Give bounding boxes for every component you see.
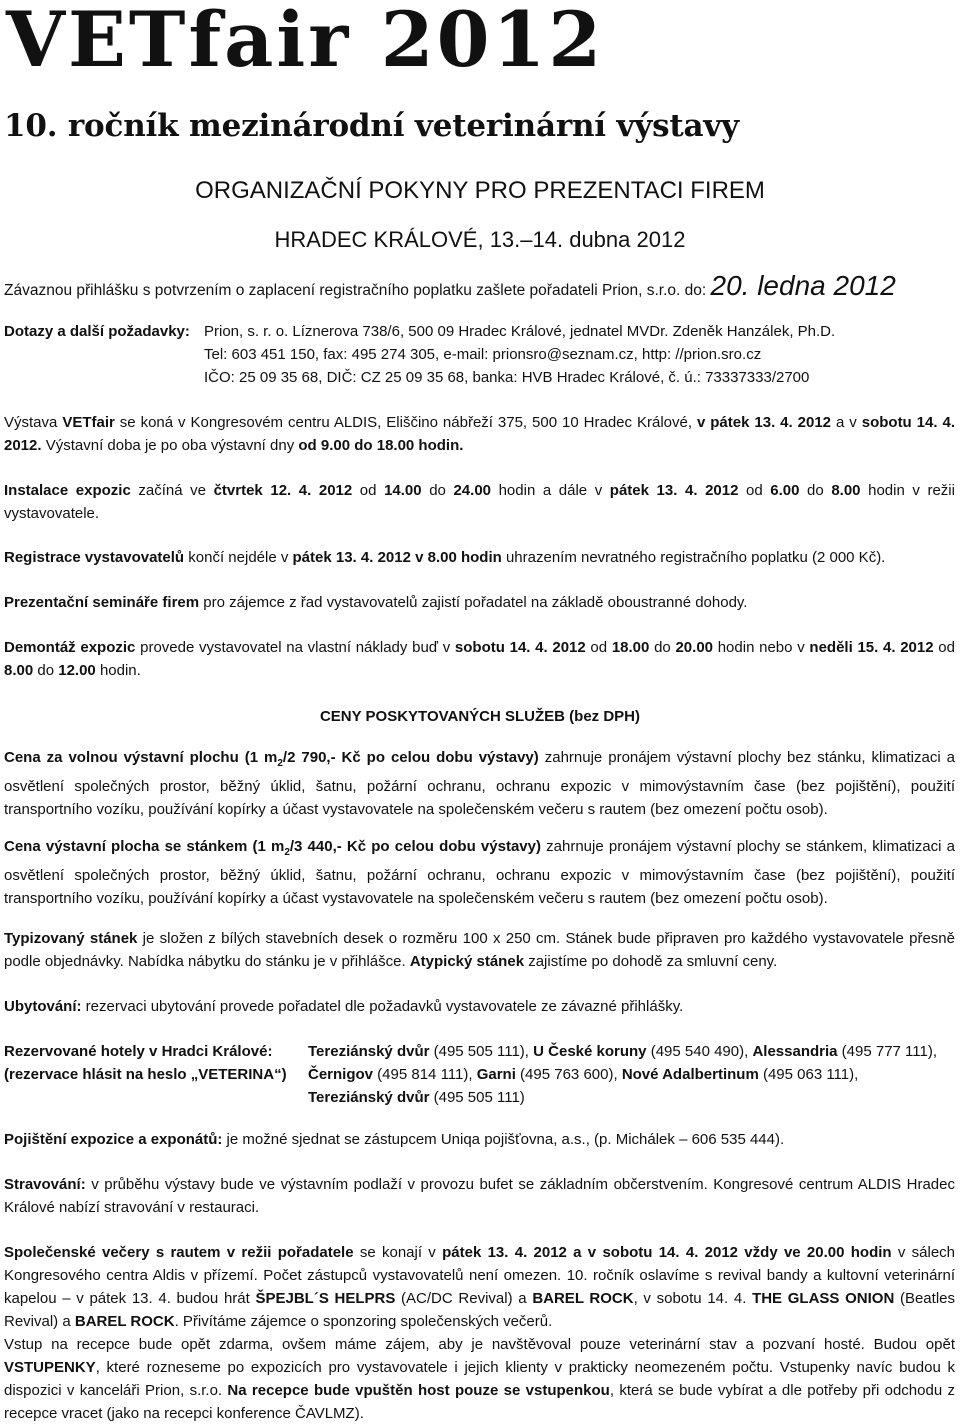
text: v sálech Kongresového centra Aldis v přízemí. Počet zástupců vystavovatelů není omezen. 10. ročník oslavíme s revival bandy a kultovní veterinární kapelou – v pátek 13. 4. budou hrát xyxy=(4,1244,955,1307)
installation-paragraph xyxy=(4,479,955,525)
bold-text: 20.00 xyxy=(675,639,714,656)
place-date-text: HRADEC KRÁLOVÉ, 13.–14. dubna 2012 xyxy=(274,227,686,252)
bold-text: Cena výstavní plocha se stánkem (1 m xyxy=(4,838,285,855)
text: zahrnuje pronájem výstavní plochy se stánkem, klimatizaci a osvětlení společných prostor, běžný úklid, šatnu, požární ochranu, ochranu expozic v mimovýstavním čase (bez pojištění), použití transportního vozíku, používání kopírky a účast vystavovatele na společenském večeru s rautem (bez omezení počtu osob). xyxy=(4,838,955,907)
hotel-name: Tereziánský dvůr xyxy=(308,1043,430,1060)
price-free-paragraph xyxy=(4,746,955,821)
registration-paragraph xyxy=(4,546,955,569)
text: od xyxy=(585,639,612,656)
text: , která se bude vybírat a dle potřeby při odchodu z recepce vracet (jako na recepci konference ČAVLMZ). xyxy=(4,1382,955,1422)
hotel-phone: (495 763 600), xyxy=(515,1066,622,1083)
hotel-name: Garni xyxy=(476,1066,516,1083)
bold-text: Prezentační semináře firem xyxy=(4,594,200,611)
hotel-phone: (495 505 111), xyxy=(429,1043,534,1060)
hotel-name: U České koruny xyxy=(533,1043,647,1060)
hotel-phone: (495 777 111), xyxy=(837,1043,938,1060)
bold-text: THE GLASS ONION xyxy=(752,1290,895,1307)
bold-text: 2 xyxy=(284,847,290,858)
text: zahrnuje pronájem výstavní plochy bez stánku, klimatizaci a osvětlení společných prostor, běžný úklid, šatnu, požární ochranu, ochranu expozic v mimovýstavním čase (bez pojištění), použití transportního vozíku, používání kopírky a účast vystavovatele na společenském večeru s rautem (bez omezení počtu osob). xyxy=(4,749,955,818)
bold-text: ŠPEJBL´S HELPRS xyxy=(255,1290,396,1307)
subtitle: 10. ročník mezinárodní veterinární výstavy xyxy=(4,108,739,144)
bold-text: Stravování: xyxy=(4,1176,86,1193)
bold-text: pátek 13. 4. 2012 v 8.00 hodin xyxy=(292,549,502,566)
text: Vstup na recepce bude opět zdarma, ovšem máme zájem, aby je navštěvoval pouze veterinární stav a pozvaní hosté. Budou opět xyxy=(4,1336,955,1353)
hotels-label xyxy=(4,1040,304,1086)
bold-text: Typizovaný stánek xyxy=(4,930,138,947)
bold-text: čtvrtek 12. 4. 2012 xyxy=(213,482,353,499)
evenings-p2 xyxy=(4,1333,955,1425)
hotel-phone: (495 540 490), xyxy=(646,1043,753,1060)
text: hodin a dále v xyxy=(491,482,610,499)
text: do xyxy=(649,639,676,656)
bold-text: /3 440,- Kč po celou dobu výstavy) xyxy=(289,838,541,855)
hotels-line xyxy=(308,1063,956,1086)
bold-text: v pátek 13. 4. 2012 xyxy=(696,414,832,431)
bold-text: sobotu 14. 4. 2012. xyxy=(4,414,955,454)
hotel-name: Černigov xyxy=(308,1066,374,1083)
text: provede vystavovatel na vlastní náklady buď v xyxy=(135,639,455,656)
text: od xyxy=(352,482,385,499)
text: v průběhu výstavy bude ve výstavním podlaží v provozu bufet se základním občerstvením. Kongresové centrum ALDIS Hradec Králové nabízí stravování v restauraci. xyxy=(4,1176,955,1216)
hotel-name: Tereziánský dvůr xyxy=(308,1089,430,1106)
bold-text: Atypický stánek xyxy=(409,953,525,970)
bold-text: BAREL ROCK xyxy=(74,1313,175,1330)
text: zajistíme po dohodě za smluvní ceny. xyxy=(524,953,778,970)
bold-text: VSTUPENKY xyxy=(4,1359,96,1376)
deadline-date: 20. ledna 2012 xyxy=(710,270,896,301)
hotel-phone: (495 063 111), xyxy=(758,1066,859,1083)
bold-text: VETfair xyxy=(62,414,115,431)
application-deadline xyxy=(4,268,956,309)
org-title: ORGANIZAČNÍ POKYNY PRO PREZENTACI FIREM xyxy=(195,177,765,204)
text: začíná ve xyxy=(130,482,214,499)
hotels-list xyxy=(308,1040,956,1109)
text: hodin nebo v xyxy=(713,639,810,656)
contact-address xyxy=(204,320,956,389)
price-stand-paragraph xyxy=(4,835,955,910)
hotels-label-line: Rezervované hotely v Hradci Králové: xyxy=(4,1043,273,1060)
text: hodin. xyxy=(95,662,141,679)
hotels-label-line: (rezervace hlásit na heslo „VETERINA“) xyxy=(4,1066,287,1083)
bold-text: Instalace expozic xyxy=(4,482,131,499)
text: rezervaci ubytování provede pořadatel dle požadavků vystavovatele ze závazné přihlášky. xyxy=(81,998,684,1015)
bold-text: 18.00 xyxy=(611,639,650,656)
text: od xyxy=(738,482,771,499)
insurance-paragraph xyxy=(4,1128,955,1151)
seminars-paragraph xyxy=(4,591,955,614)
text: a v xyxy=(831,414,862,431)
place-date xyxy=(0,226,960,254)
text: do xyxy=(799,482,832,499)
bold-text: pátek 13. 4. 2012 xyxy=(609,482,739,499)
bold-text: neděli 15. 4. 2012 xyxy=(809,639,934,656)
dismantling-paragraph xyxy=(4,636,955,682)
text: Výstavní doba je po oba výstavní dny xyxy=(41,437,299,454)
accommodation-paragraph xyxy=(4,995,955,1018)
text: od xyxy=(933,639,955,656)
prices-heading: CENY POSKYTOVANÝCH SLUŽEB (bez DPH) xyxy=(319,708,641,725)
hotels-line xyxy=(308,1040,956,1063)
hotel-name: Alessandria xyxy=(752,1043,838,1060)
text: pro zájemce z řad vystavovatelů zajistí pořadatel na základě oboustranné dohody. xyxy=(199,594,748,611)
evenings-paragraph xyxy=(4,1241,955,1425)
text: Výstava xyxy=(4,414,63,431)
bold-text: Ubytování: xyxy=(4,998,82,1015)
text: je složen z bílých stavebních desek o rozměru 100 x 250 cm. Stánek bude připraven pro každého vystavovatele přesně podle objednávky. Nabídka nábytku do stánku je v přihlášce. xyxy=(4,930,955,970)
bold-text: 24.00 xyxy=(453,482,492,499)
bold-text: 12.00 xyxy=(58,662,96,679)
contact-line: Prion, s. r. o. Líznerova 738/6, 500 09 Hradec Králové, jednatel MVDr. Zdeněk Hanzálek, Ph.D. xyxy=(204,323,836,340)
main-title: VETfair 2012 xyxy=(6,0,605,84)
text: hodin v režii vystavovatele. xyxy=(4,482,955,522)
bold-text: 6.00 xyxy=(770,482,800,499)
bold-text: od 9.00 do 18.00 hodin. xyxy=(298,437,464,454)
text: uhrazením nevratného registračního poplatku (2 000 Kč). xyxy=(501,549,886,566)
exhibition-paragraph xyxy=(4,411,955,457)
text: (Beatles Revival) a xyxy=(4,1290,955,1330)
typical-stand-paragraph xyxy=(4,927,955,973)
text: končí nejdéle v xyxy=(184,549,293,566)
text: , které rozneseme po expozicích pro vystavovatele i jejich klienty v prakticky neomezeném počtu. Vstupenky navíc budou k dispozici v kanceláři Prion, s.r.o. xyxy=(4,1359,955,1399)
text: (AC/DC Revival) a xyxy=(395,1290,533,1307)
text: do xyxy=(421,482,454,499)
bold-text: sobotu 14. 4. 2012 xyxy=(454,639,586,656)
bold-text: /2 790,- Kč po celou dobu výstavy) xyxy=(282,749,539,766)
bold-text: BAREL ROCK xyxy=(532,1290,634,1307)
bold-text: 2 xyxy=(277,758,283,769)
hotel-phone: (495 814 111), xyxy=(373,1066,477,1083)
contact-line: Tel: 603 451 150, fax: 495 274 305, e-mail: prionsro@seznam.cz, http: //prion.sro.cz xyxy=(204,346,762,363)
bold-text: Registrace vystavovatelů xyxy=(4,549,185,566)
text: se koná v Kongresovém centru ALDIS, Eliščino nábřeží 375, 500 10 Hradec Králové, xyxy=(114,414,697,431)
evenings-p1 xyxy=(4,1241,955,1333)
contact-line: IČO: 25 09 35 68, DIČ: CZ 25 09 35 68, banka: HVB Hradec Králové, č. ú.: 73337333/2700 xyxy=(204,369,810,386)
bold-text: Cena za volnou výstavní plochu (1 m xyxy=(4,749,278,766)
hotels-line xyxy=(308,1086,956,1109)
hotel-phone: (495 505 111) xyxy=(429,1089,525,1106)
bold-text: pátek 13. 4. 2012 a v sobotu 14. 4. 2012 vždy ve 20.00 hodin xyxy=(442,1244,892,1261)
contact-label: Dotazy a další požadavky: xyxy=(4,323,190,340)
bold-text: 8.00 xyxy=(831,482,861,499)
catering-paragraph xyxy=(4,1173,955,1219)
bold-text: 8.00 xyxy=(4,662,34,679)
text: . Přivítáme zájemce o sponzoring společenských večerů. xyxy=(174,1313,553,1330)
text: , v sobotu 14. 4. xyxy=(633,1290,753,1307)
bold-text: Společenské večery s rautem v režii pořadatele xyxy=(4,1244,354,1261)
text: je možné sjednat se zástupcem Uniqa pojišťovna, a.s., (p. Michálek – 606 535 444). xyxy=(222,1131,785,1148)
hotel-name: Nové Adalbertinum xyxy=(621,1066,759,1083)
application-text: Závaznou přihlášku s potvrzením o zaplacení registračního poplatku zašlete pořadateli Prion, s.r.o. do: xyxy=(4,282,711,299)
bold-text: 14.00 xyxy=(384,482,422,499)
text: se konají v xyxy=(353,1244,443,1261)
text: do xyxy=(33,662,59,679)
bold-text: Pojištění expozice a exponátů: xyxy=(4,1131,223,1148)
bold-text: Demontáž expozic xyxy=(4,639,136,656)
bold-text: Na recepce bude vpuštěn host pouze se vstupenkou xyxy=(227,1382,610,1399)
